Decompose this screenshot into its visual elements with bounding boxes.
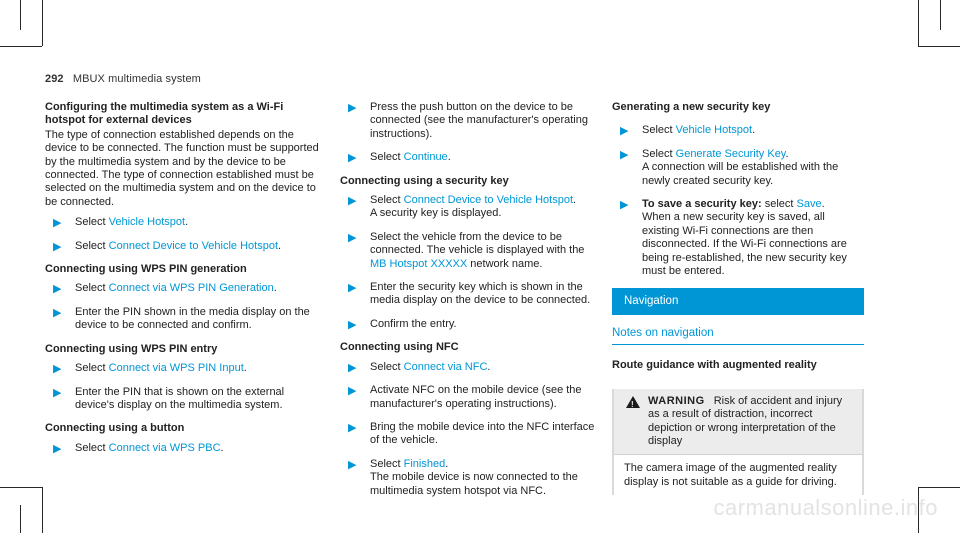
step-text: Enter the security key which is shown in the media display on the device to be connected. — [370, 281, 591, 307]
step-item — [340, 458, 595, 498]
play-arrow-icon: ▶ — [620, 125, 629, 138]
step-item — [612, 148, 864, 188]
step-text: Select — [75, 239, 109, 252]
step-text: . — [278, 239, 282, 252]
step-text: Confirm the entry. — [370, 317, 457, 330]
step-item — [340, 194, 595, 221]
step-text: . — [487, 360, 491, 373]
menu-link: Connect Device to Vehicle Hotspot — [403, 194, 574, 207]
crop-mark — [918, 46, 960, 47]
crop-mark — [918, 487, 960, 488]
step-text: Enter the PIN shown in the media display on the device to be connected and confirm. — [75, 305, 310, 332]
subheading: Connecting using WPS PIN entry — [45, 342, 218, 355]
step-text: Select — [75, 441, 109, 454]
play-arrow-icon: ▶ — [348, 385, 357, 398]
menu-link: Connect via WPS PIN Input — [108, 362, 244, 375]
play-arrow-icon: ▶ — [348, 231, 357, 244]
menu-link: Vehicle Hotspot — [108, 216, 186, 229]
network-name: MB Hotspot XXXXX — [370, 257, 468, 270]
step-text: . — [821, 198, 825, 211]
page-number: 292 — [45, 73, 64, 85]
step-item — [340, 151, 595, 164]
step-item — [340, 281, 595, 308]
intro-paragraph: The type of connection established depends on the device to be connected. The function must be supported by the multimedia system and by the device to be connected. The type of connection established must be selected on the multimedia system and on the device to be connected. — [45, 128, 319, 208]
menu-link: Connect via WPS PBC — [108, 441, 221, 454]
step-item — [340, 101, 595, 141]
warning-box — [612, 389, 864, 495]
play-arrow-icon: ▶ — [348, 195, 357, 208]
column-3 — [612, 101, 864, 495]
page-title: MBUX multimedia system — [72, 73, 201, 85]
play-arrow-icon: ▶ — [348, 102, 357, 114]
page-header — [45, 73, 201, 85]
step-text: Enter the PIN that is shown on the external device's display on the multimedia system. — [75, 385, 285, 411]
step-note: A security key is displayed. — [370, 207, 502, 220]
step-item — [45, 362, 320, 375]
step-note: A connection will be established with the newly created security key. — [642, 161, 839, 187]
crop-mark — [20, 505, 21, 533]
step-text: . — [243, 362, 247, 375]
column-2 — [340, 101, 595, 508]
guidance-heading: Route guidance with augmented reality — [612, 359, 817, 372]
menu-link: Connect via NFC — [403, 360, 488, 373]
step-text: select — [761, 198, 797, 211]
step-text: . — [752, 124, 756, 137]
step-text: . — [447, 151, 451, 164]
menu-link: Connect via WPS PIN Generation — [108, 282, 274, 295]
step-item — [612, 124, 864, 137]
play-arrow-icon: ▶ — [348, 282, 357, 295]
step-text: Bring the mobile device into the NFC interface of the vehicle. — [370, 420, 595, 447]
step-text: Select — [75, 282, 109, 295]
crop-mark — [0, 487, 42, 488]
play-arrow-icon: ▶ — [348, 361, 357, 374]
column-1 — [45, 101, 320, 465]
menu-link: Continue — [403, 151, 448, 164]
crop-mark — [20, 0, 21, 30]
crop-mark — [42, 487, 43, 533]
warning-title: WARNING — [648, 394, 705, 407]
step-text: . — [785, 147, 789, 160]
play-arrow-icon: ▶ — [348, 318, 357, 331]
menu-link: Generate Security Key — [675, 147, 786, 160]
play-arrow-icon: ▶ — [348, 458, 357, 471]
step-text: network name. — [467, 257, 543, 270]
crop-mark — [918, 0, 919, 46]
step-item — [340, 231, 595, 271]
menu-link: Connect Device to Vehicle Hotspot — [108, 239, 279, 252]
step-note: The mobile device is now connected to the multimedia system hotspot via NFC. — [370, 471, 578, 497]
step-text: Activate NFC on the mobile device (see the manufacturer's operating instructions). — [370, 384, 582, 410]
play-arrow-icon: ▶ — [53, 217, 62, 230]
menu-link: Vehicle Hotspot — [675, 124, 753, 137]
step-item — [45, 442, 320, 455]
step-text: Select — [75, 362, 109, 375]
step-text: . — [220, 441, 224, 454]
play-arrow-icon: ▶ — [53, 306, 62, 319]
step-text: Select the vehicle from the device to be connected. The vehicle is displayed with the — [370, 230, 585, 257]
notes-heading: Notes on navigation — [612, 327, 864, 345]
step-item — [340, 384, 595, 411]
warning-triangle-icon — [626, 396, 640, 408]
step-text: . — [573, 194, 577, 207]
crop-mark — [940, 0, 941, 30]
crop-mark — [42, 0, 43, 46]
step-text: Select — [370, 457, 404, 470]
warning-body: The camera image of the augmented reality display is not suitable as a guide for driving. — [624, 462, 837, 488]
subheading: Connecting using NFC — [340, 341, 459, 354]
menu-link: Save — [796, 198, 822, 211]
step-item — [45, 216, 320, 229]
play-arrow-icon: ▶ — [53, 442, 62, 455]
subheading: Connecting using a button — [45, 422, 185, 435]
section-bar-navigation: Navigation — [612, 288, 864, 314]
play-arrow-icon: ▶ — [53, 386, 62, 399]
step-text: Press the push button on the device to be connected (see the manufacturer's operating instructions). — [370, 101, 588, 140]
section-heading: Configuring the multimedia system as a Wi-Fi hotspot for external devices — [45, 101, 284, 127]
subheading: Connecting using WPS PIN generation — [45, 263, 247, 276]
step-item — [45, 306, 320, 333]
step-text: . — [273, 282, 277, 295]
step-note: When a new security key is saved, all existing Wi-Fi connections are then disconnected. If the Wi-Fi connections are being re-established, the new security key must be entered. — [642, 211, 847, 278]
play-arrow-icon: ▶ — [348, 421, 357, 434]
step-item — [612, 198, 864, 278]
step-text: Select — [370, 151, 404, 164]
crop-mark — [0, 46, 42, 47]
step-item — [45, 386, 320, 413]
step-text: . — [185, 216, 189, 229]
step-item — [45, 282, 320, 295]
step-text: Select — [75, 216, 109, 229]
step-item — [45, 240, 320, 253]
play-arrow-icon: ▶ — [53, 283, 62, 296]
step-text: Select — [642, 124, 676, 137]
play-arrow-icon: ▶ — [53, 240, 62, 253]
step-label: To save a security key: — [642, 198, 762, 211]
warning-header — [614, 389, 862, 456]
step-item — [340, 421, 595, 448]
subheading: Generating a new security key — [612, 101, 771, 113]
step-text: . — [445, 457, 449, 470]
step-text: Select — [642, 147, 676, 160]
play-arrow-icon: ▶ — [620, 199, 629, 212]
play-arrow-icon: ▶ — [53, 363, 62, 376]
subheading: Connecting using a security key — [340, 174, 509, 187]
step-item — [340, 361, 595, 374]
step-text: Select — [370, 360, 404, 373]
play-arrow-icon: ▶ — [620, 148, 629, 161]
step-item — [340, 318, 595, 331]
menu-link: Finished — [403, 457, 446, 470]
watermark: carmanualsonline.info — [713, 495, 938, 520]
step-text: Select — [370, 194, 404, 207]
play-arrow-icon: ▶ — [348, 152, 357, 165]
warning-text: Risk of accident and injury as a result of distraction, incorrect depiction or wrong interpretation of the display — [648, 394, 843, 447]
